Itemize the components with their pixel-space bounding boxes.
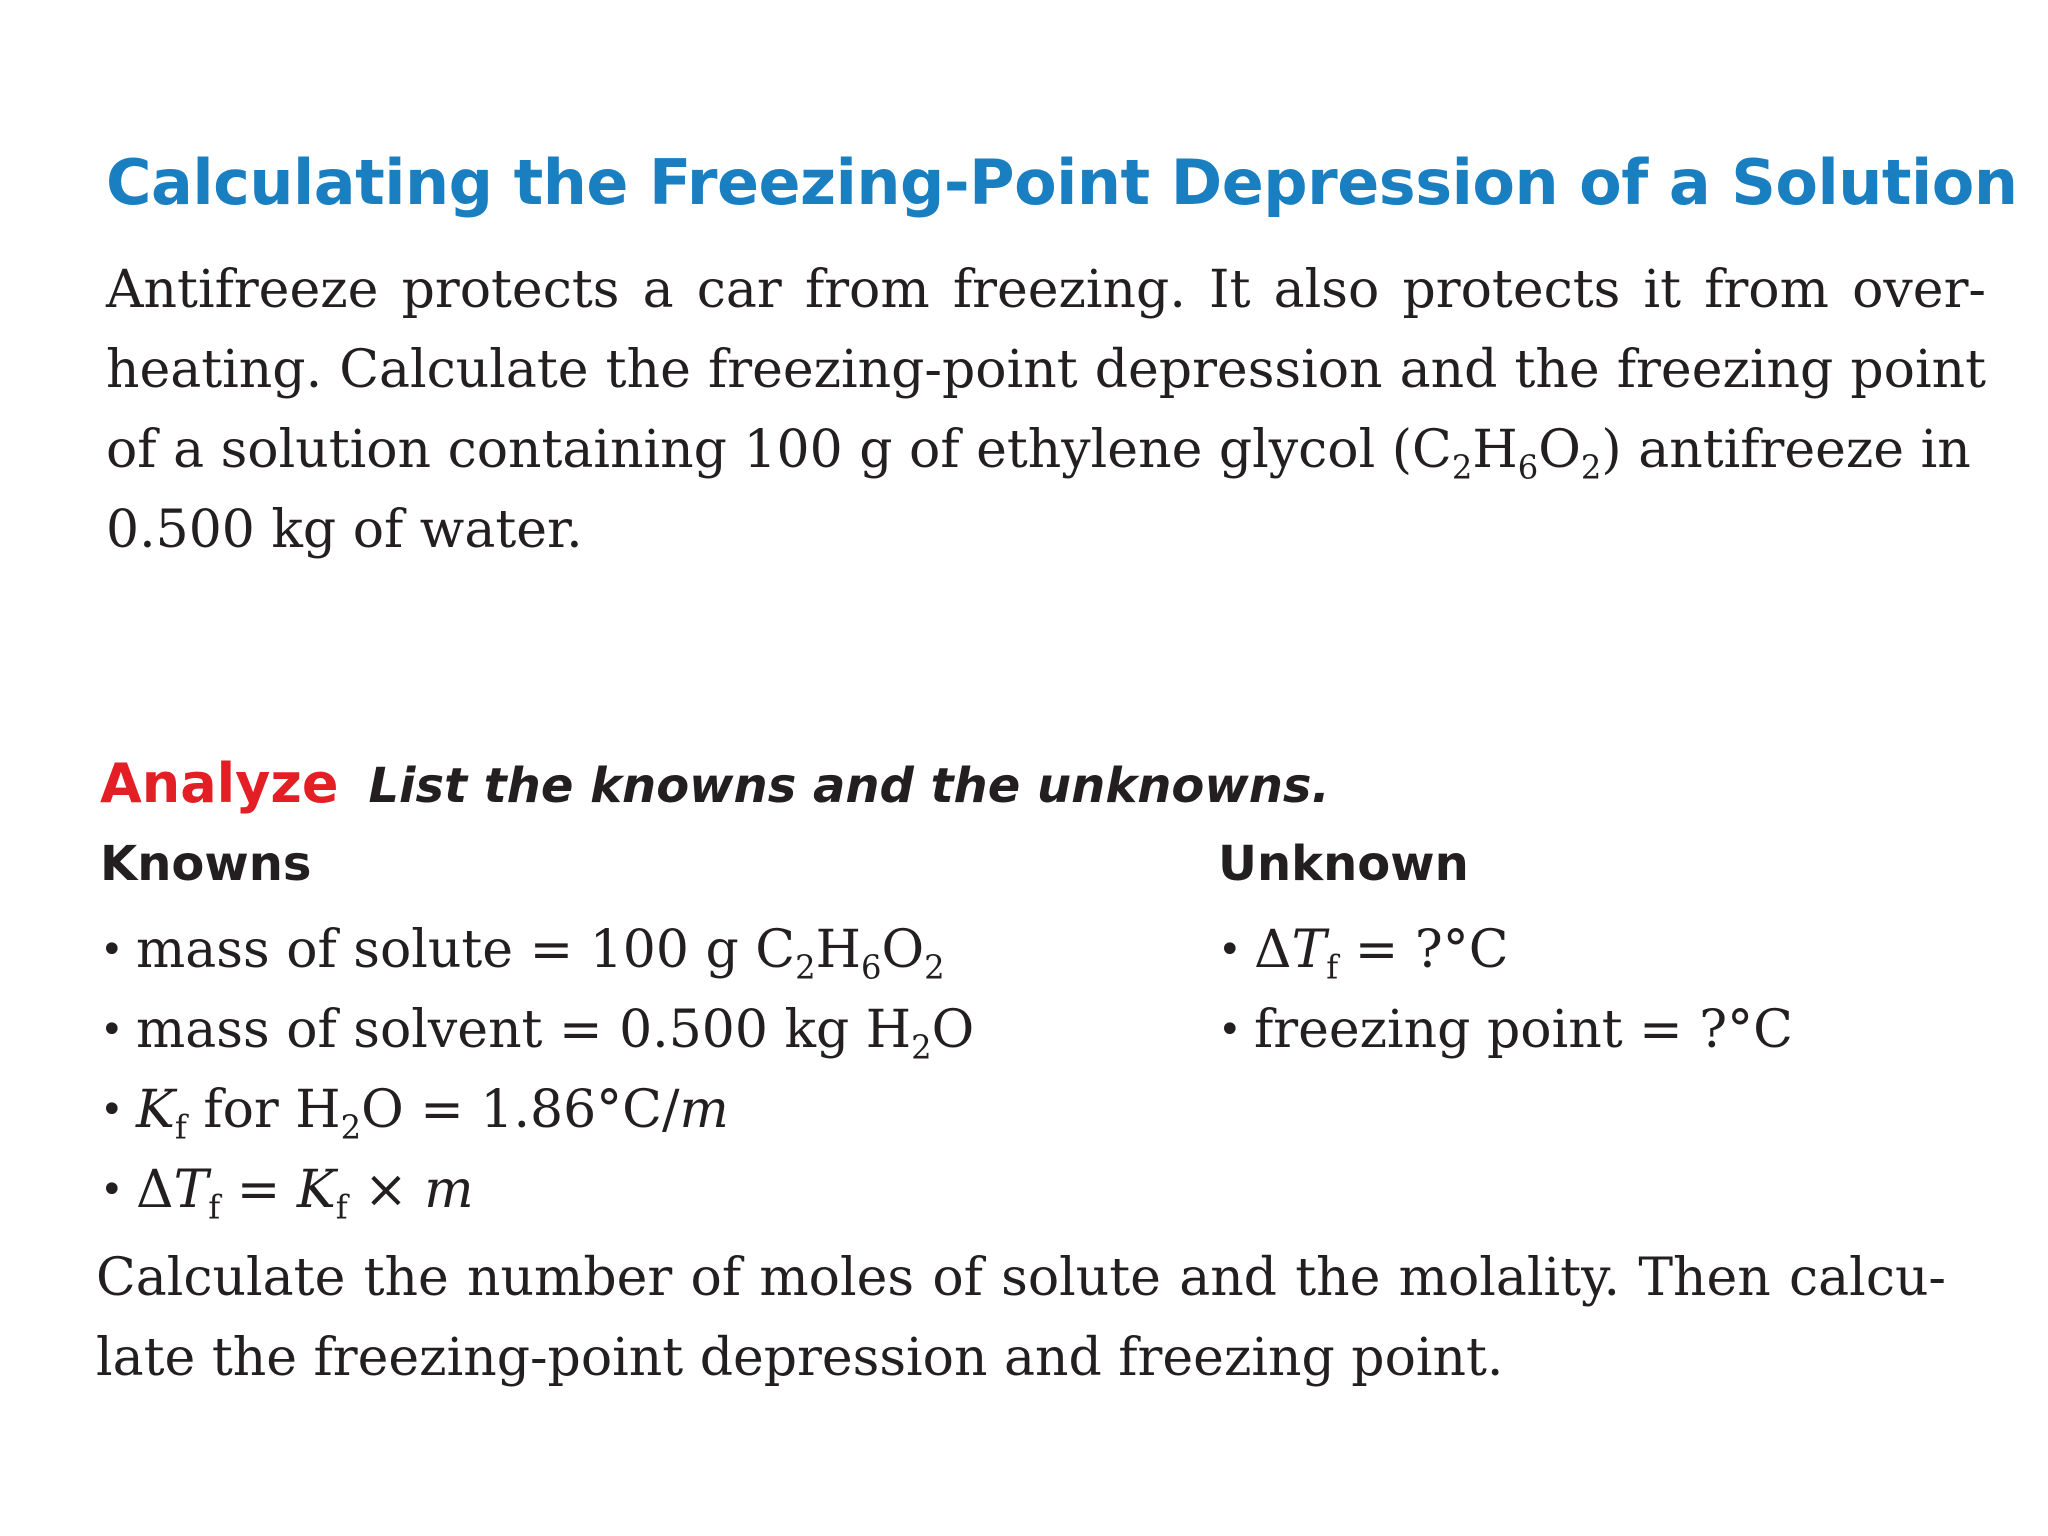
analyze-header	[100, 752, 1330, 815]
formula-carbon: C	[1412, 420, 1452, 480]
closing-paragraph	[96, 1238, 1946, 1398]
symbol-m: m	[679, 1080, 729, 1140]
symbol-m: m	[424, 1160, 474, 1220]
unknown-freezing-point: freezing point = ?°C	[1254, 1000, 1793, 1060]
list-item	[1218, 990, 1793, 1070]
letter-o: O	[881, 920, 925, 980]
subscript: f	[208, 1188, 221, 1227]
unknown-list	[1218, 910, 1793, 1070]
symbol-delta: Δ	[1254, 920, 1292, 980]
closing-line-2: late the freezing-point depression and freezing point.	[96, 1328, 1504, 1388]
analyze-label: Analyze	[100, 752, 339, 815]
unknown-column	[1218, 832, 1793, 1070]
subscript: 2	[911, 1028, 932, 1067]
intro-line-3-start: of a solution containing 100 g of ethylene glycol (	[106, 420, 1413, 480]
problem-statement	[106, 250, 1986, 570]
known-mass-solvent: mass of solvent = 0.500 kg H	[136, 1000, 912, 1060]
formula-hydrogen: H	[1472, 420, 1518, 480]
known-kf-mid: for H	[186, 1080, 341, 1140]
subscript: f	[335, 1188, 348, 1227]
symbol-k: K	[136, 1080, 175, 1140]
subscript: 2	[340, 1108, 362, 1147]
intro-line-2: heating. Calculate the freezing-point depression and the freezing point	[106, 340, 1986, 400]
list-item	[100, 910, 974, 990]
bullet-icon: •	[1218, 927, 1242, 973]
intro-line-3-end: ) antifreeze in	[1601, 420, 1971, 480]
known-mass-solute: mass of solute = 100 g C	[136, 920, 796, 980]
list-item	[100, 1070, 974, 1150]
times: ×	[347, 1160, 425, 1220]
bullet-icon: •	[100, 1007, 124, 1053]
intro-line-3	[106, 410, 1986, 490]
unknown-heading: Unknown	[1218, 836, 1469, 892]
known-kf-value: O = 1.86°C/	[361, 1080, 680, 1140]
subscript: 2	[924, 948, 945, 987]
subscript: f	[1326, 948, 1339, 987]
unknown-delta-tf-value: = ?°C	[1338, 920, 1509, 980]
equals: =	[220, 1160, 297, 1220]
knowns-column	[100, 832, 974, 1230]
bullet-icon: •	[100, 1087, 124, 1133]
symbol-t: T	[1291, 920, 1327, 980]
knowns-heading: Knowns	[100, 836, 312, 892]
analyze-instruction: List the knowns and the unknowns.	[368, 758, 1330, 814]
subscript: 2	[1451, 448, 1473, 487]
subscript: 2	[795, 948, 816, 987]
letter-o: O	[931, 1000, 975, 1060]
subscript: 2	[1580, 448, 1602, 487]
intro-line-1: Antifreeze protects a car from freezing. It also protects it from over-	[106, 260, 1986, 320]
list-item	[100, 1150, 974, 1230]
formula-oxygen: O	[1538, 420, 1581, 480]
intro-line-4: 0.500 kg of water.	[106, 500, 583, 560]
bullet-icon: •	[100, 927, 124, 973]
bullet-icon: •	[100, 1167, 124, 1213]
subscript: f	[174, 1108, 187, 1147]
bullet-icon: •	[1218, 1007, 1242, 1053]
list-item	[100, 990, 974, 1070]
subscript: 6	[1517, 448, 1539, 487]
letter-h: H	[815, 920, 861, 980]
closing-line-1: Calculate the number of moles of solute and the molality. Then calcu-	[96, 1248, 1946, 1308]
symbol-delta: Δ	[136, 1160, 174, 1220]
page-title: Calculating the Freezing-Point Depression of a Solution	[106, 146, 2018, 219]
knowns-list	[100, 910, 974, 1230]
symbol-k: K	[296, 1160, 336, 1220]
list-item	[1218, 910, 1793, 990]
subscript: 6	[860, 948, 882, 987]
symbol-t: T	[173, 1160, 209, 1220]
